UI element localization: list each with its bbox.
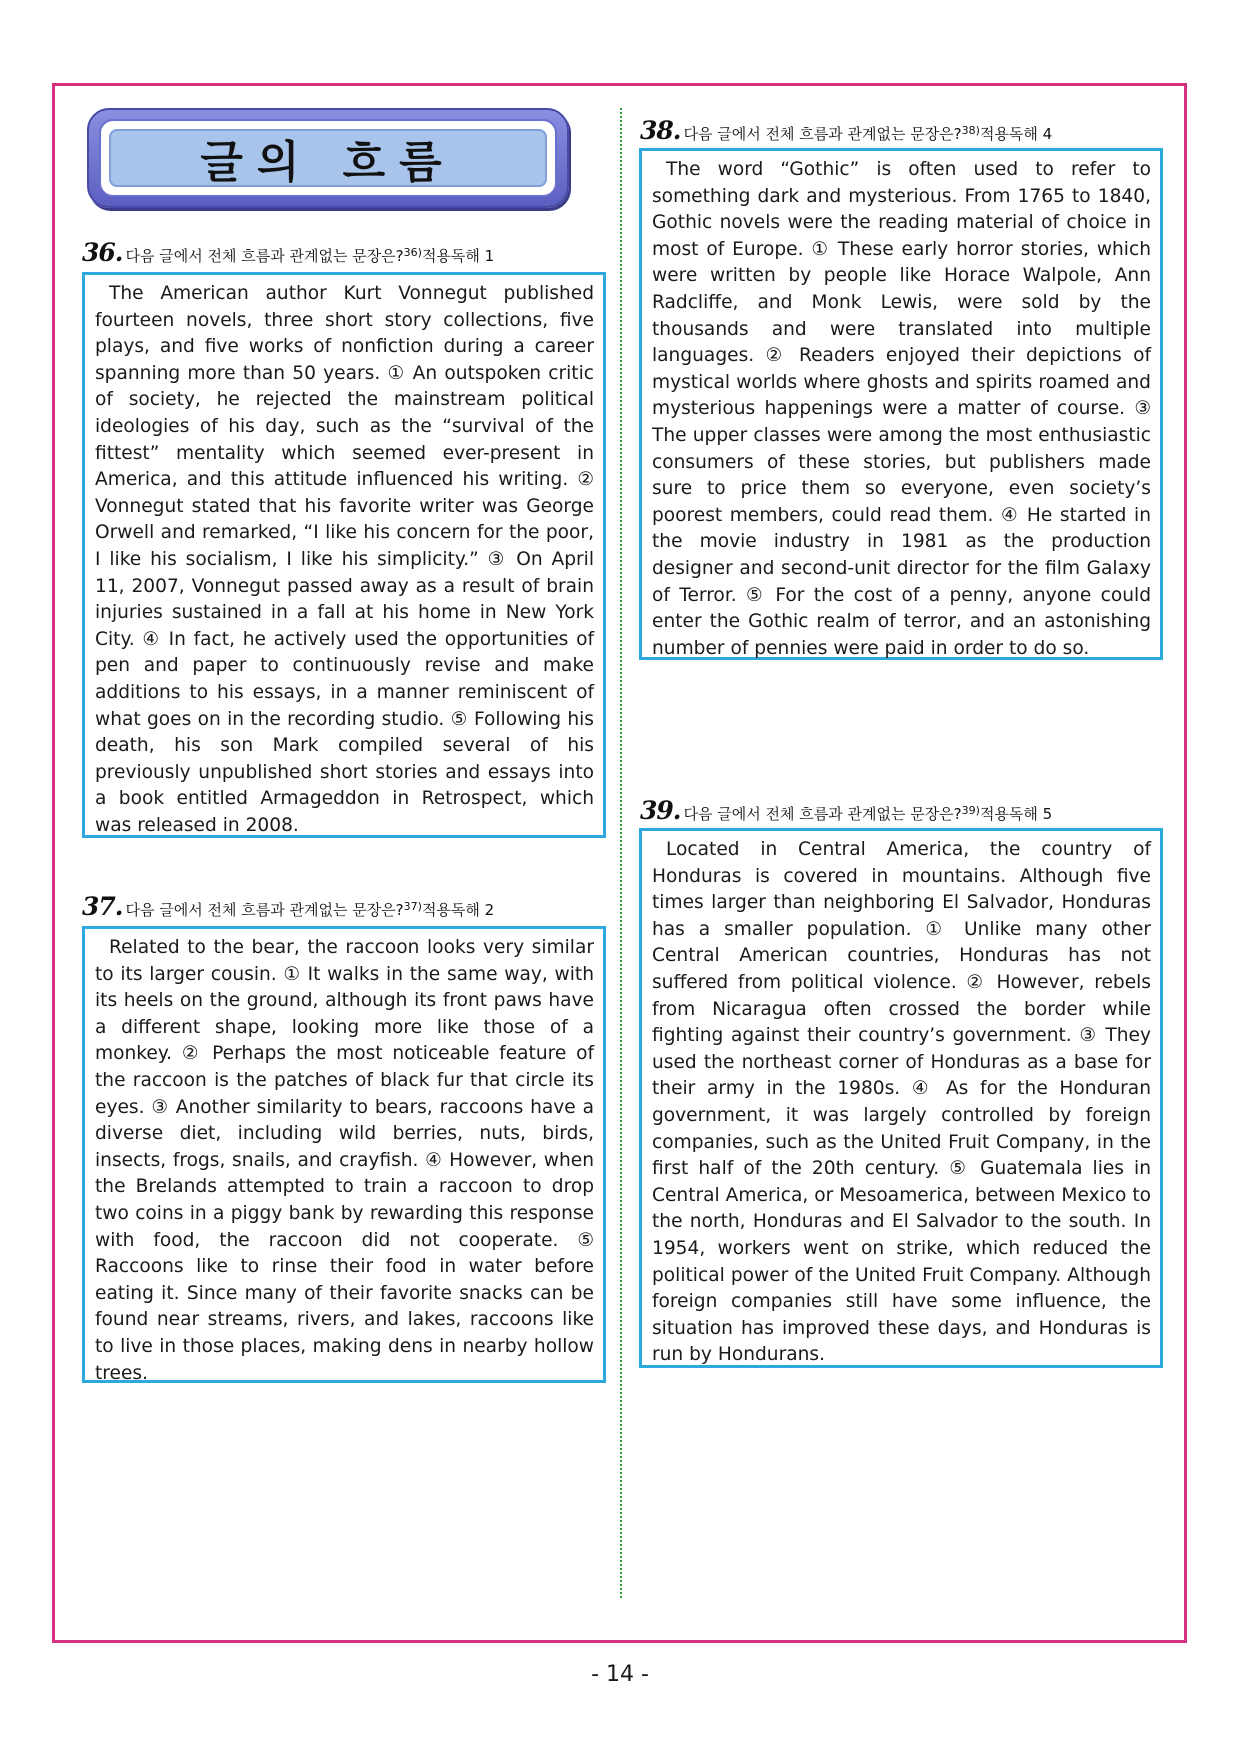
question-prompt: 다음 글에서 전체 흐름과 관계없는 문장은?	[125, 901, 404, 919]
question-37-label	[82, 892, 494, 921]
question-36-box	[82, 272, 606, 838]
question-number: 38.	[640, 116, 681, 145]
question-source: 적용독해 1	[421, 247, 495, 265]
question-37-box	[82, 926, 606, 1383]
page-number: - 14 -	[591, 1662, 649, 1687]
question-ref: 37)	[403, 900, 422, 913]
passage-text: Located in Central America, the country of Honduras is covered in mountains. Although five times larger than neighboring El Salvador, Honduras has a smaller population. ① Unlike many other Central American countries, Honduras has not suffered from political violence. ② However, rebels from Nicaragua often crossed the border while fighting against their country’s government. ③ They used the northeast corner of Honduras as a base for their army in the 1980s. ④ As for the Honduran government, it was largely controlled by foreign companies, such as the United Fruit Company, in the first half of the 20th century. ⑤ Guatemala lies in Central America, or Mesoamerica, between Mexico to the north, Honduras and El Salvador to the south. In 1954, workers went on strike, which reduced the political power of the United Fruit Company. Although foreign companies still have some influence, the situation has improved these days, and Honduras is run by Hondurans.	[652, 839, 1151, 1366]
question-prompt: 다음 글에서 전체 흐름과 관계없는 문장은?	[683, 125, 962, 143]
question-source: 적용독해 2	[421, 901, 495, 919]
question-ref: 39)	[961, 804, 980, 817]
passage-text: The American author Kurt Vonnegut published fourteen novels, three short story collections, five plays, and five works of nonfiction during a career spanning more than 50 years. ① An outspoken critic of society, he rejected the mainstream political ideologies of his day, such as the “survival of the fittest” mentality which seemed ever-present in America, and this attitude influenced his writing. ② Vonnegut stated that his favorite writer was George Orwell and remarked, “I like his concern for the poor, I like his socialism, I like his simplicity.” ③ On April 11, 2007, Vonnegut passed away as a result of brain injuries sustained in a fall at his home in New York City. ④ In fact, he actively used the opportunities of pen and paper to continuously revise and make additions to his essays, in a manner reminiscent of what goes on in the recording studio. ⑤ Following his death, his son Mark compiled several of his previously unpublished short stories and essays into a book entitled Armageddon in Retrospect, which was released in 2008.	[95, 283, 594, 836]
question-38-label	[640, 116, 1052, 145]
question-number: 37.	[82, 892, 123, 921]
section-title: 글의 흐름	[200, 137, 456, 188]
question-number: 39.	[640, 796, 681, 825]
question-source: 적용독해 5	[979, 805, 1053, 823]
question-38-box	[639, 148, 1163, 660]
question-prompt: 다음 글에서 전체 흐름과 관계없는 문장은?	[125, 247, 404, 265]
question-prompt: 다음 글에서 전체 흐름과 관계없는 문장은?	[683, 805, 962, 823]
passage-text: The word “Gothic” is often used to refer to something dark and mysterious. From 1765 to 1840, Gothic novels were the reading material of choice in most of Europe. ① These early horror stories, which were written by people like Horace Walpole, Ann Radcliffe, and Monk Lewis, were sold by the thousands and were translated into multiple languages. ② Readers enjoyed their depictions of mystical worlds where ghosts and spirits roamed and mysterious happenings were a matter of course. ③ The upper classes were among the most enthusiastic consumers of these stories, but publishers made sure to price them so everyone, even society’s poorest members, could read them. ④ He started in the movie industry in 1981 as the production designer and second-unit director for the film Galaxy of Terror. ⑤ For the cost of a penny, anyone could enter the Gothic realm of terror, and an astonishing number of pennies were paid in order to do so.	[652, 159, 1151, 659]
question-source: 적용독해 4	[979, 125, 1053, 143]
passage-text: Related to the bear, the raccoon looks very similar to its larger cousin. ① It walks in the same way, with its heels on the ground, although its front paws have a different shape, looking more like those of a monkey. ② Perhaps the most noticeable feature of the raccoon is the patches of black fur that circle its eyes. ③ Another similarity to bears, raccoons have a diverse diet, including wild berries, nuts, birds, insects, frogs, snails, and crayfish. ④ However, when the Brelands attempted to train a raccoon to drop two coins in a piggy bank by rewarding this response with food, the raccoon did not cooperate. ⑤ Raccoons like to rinse their food in water before eating it. Since many of their favorite snacks can be found near streams, rivers, and lakes, raccoons like to live in those places, making dens in nearby hollow trees.	[95, 937, 594, 1384]
question-39-label	[640, 796, 1052, 825]
column-divider	[620, 108, 622, 1598]
question-ref: 36)	[403, 246, 422, 259]
question-ref: 38)	[961, 124, 980, 137]
section-banner	[87, 108, 569, 208]
question-number: 36.	[82, 238, 123, 267]
question-36-label	[82, 238, 494, 267]
question-39-box	[639, 828, 1163, 1368]
